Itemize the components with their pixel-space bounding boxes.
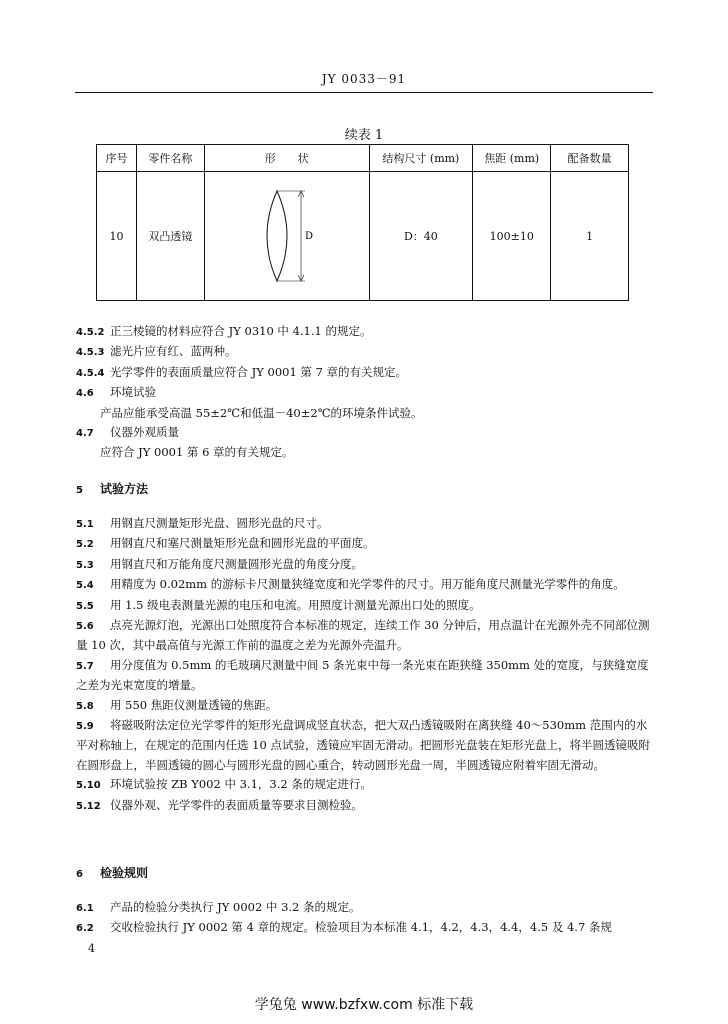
cell-dimension: D：40	[369, 172, 473, 301]
col-header-no: 序号	[97, 145, 137, 172]
col-header-shape: 形 状	[204, 145, 369, 172]
clause-item: 5.10 环境试验按 ZB Y002 中 3.1，3.2 条的规定进行。	[76, 777, 372, 792]
cell-focal: 100±10	[473, 172, 551, 301]
clause-item: 5.1 用钢直尺测量矩形光盘、圆形光盘的尺寸。	[76, 516, 329, 530]
section-6-heading: 6 检验规则	[76, 866, 149, 880]
section-5-heading: 5 试验方法	[76, 482, 149, 496]
table-row	[97, 172, 629, 301]
header-rule	[75, 92, 653, 93]
clause-item: 4.6 环境试验	[76, 385, 156, 400]
cell-shape	[204, 172, 369, 301]
clause-item: 产品应能承受高温 55±2℃和低温－40±2℃的环境条件试验。	[100, 405, 423, 420]
clause-item: 6.2 交收检验执行 JY 0002 第 4 章的规定。检验项目为本标准 4.1，4.2，4.3，4.4，4.5 及 4.7 条规	[76, 920, 612, 935]
clause-item: 4.5.2 正三棱镜的材料应符合 JY 0310 中 4.1.1 的规定。	[76, 324, 372, 338]
biconvex-lens-drawing	[247, 181, 327, 291]
clause-item: 4.5.3 滤光片应有红、蓝两种。	[76, 344, 237, 359]
clause-item: 5.12 仪器外观、光学零件的表面质量等要求目测检验。	[76, 797, 363, 812]
clause-item: 5.8 用 550 焦距仪测量透镜的焦距。	[76, 697, 278, 712]
parts-table	[96, 144, 629, 301]
standard-code-header: JY 0033－91	[321, 72, 407, 86]
clause-item: 4.5.4 光学零件的表面质量应符合 JY 0001 第 7 章的有关规定。	[76, 364, 408, 379]
clause-item: 5.4 用精度为 0.02mm 的游标卡尺测量狭缝宽度和光学零件的尺寸。用万能角度尺测量光学零件的角度。	[76, 577, 625, 592]
page-number: 4	[88, 942, 95, 955]
clause-item: 5.3 用钢直尺和万能角度尺测量圆形光盘的角度分度。	[76, 556, 363, 571]
cell-name: 双凸透镜	[136, 172, 204, 301]
section-5-clauses	[76, 514, 654, 816]
diameter-label: D	[304, 231, 313, 242]
table-header-row	[97, 145, 629, 172]
clause-item: 6.1 产品的检验分类执行 JY 0002 中 3.2 条的规定。	[76, 900, 361, 914]
clauses-4-block	[76, 322, 654, 463]
cell-no: 10	[97, 172, 137, 301]
clause-item: 应符合 JY 0001 第 6 章的有关规定。	[100, 445, 294, 460]
table-caption: 续表 1	[344, 128, 384, 143]
clause-item: 5.9 将磁吸附法定位光学零件的矩形光盘调成竖直状态，把大双凸透镜吸附在离狭缝 40～530mm 范围内的水平对称轴上，在规定的范围内任选 10 点试验，透镜应牢固无滑动。把圆形光盘装在矩形光盘上，将半圆透镜吸附在圆形盘上，半圆透镜的圆心与圆形光盘的圆心重合，转动圆形光盘一周，半圆透镜应附着牢固无滑动。	[76, 718, 650, 772]
clause-item: 5.2 用钢直尺和塞尺测量矩形光盘和圆形光盘的平面度。	[76, 536, 375, 551]
col-header-name: 零件名称	[136, 145, 204, 172]
cell-qty: 1	[551, 172, 629, 301]
clause-item: 5.5 用 1.5 级电表测量光源的电压和电流。用照度计测量光源出口处的照度。	[76, 597, 481, 612]
section-6-clauses	[76, 898, 654, 939]
col-header-qty: 配备数量	[551, 145, 629, 172]
site-watermark-footer: 学兔兔 www.bzfxw.com 标准下载	[254, 997, 474, 1013]
clause-item: 5.6 点亮光源灯泡，光源出口处照度符合本标准的规定，连续工作 30 分钟后，用点温计在光源外壳不同部位测量 10 次，其中最高值与光源工作前的温度之差为光源外壳温升。	[76, 618, 650, 653]
clause-item: 5.7 用分度值为 0.5mm 的毛玻璃尺测量中间 5 条光束中每一条光束在距狭缝 350mm 处的宽度，与狭缝宽度之差为光束宽度的增量。	[76, 657, 649, 693]
col-header-focal: 焦距 (mm)	[473, 145, 551, 172]
col-header-dimension: 结构尺寸 (mm)	[369, 145, 473, 172]
clause-item: 4.7 仪器外观质量	[76, 425, 179, 440]
